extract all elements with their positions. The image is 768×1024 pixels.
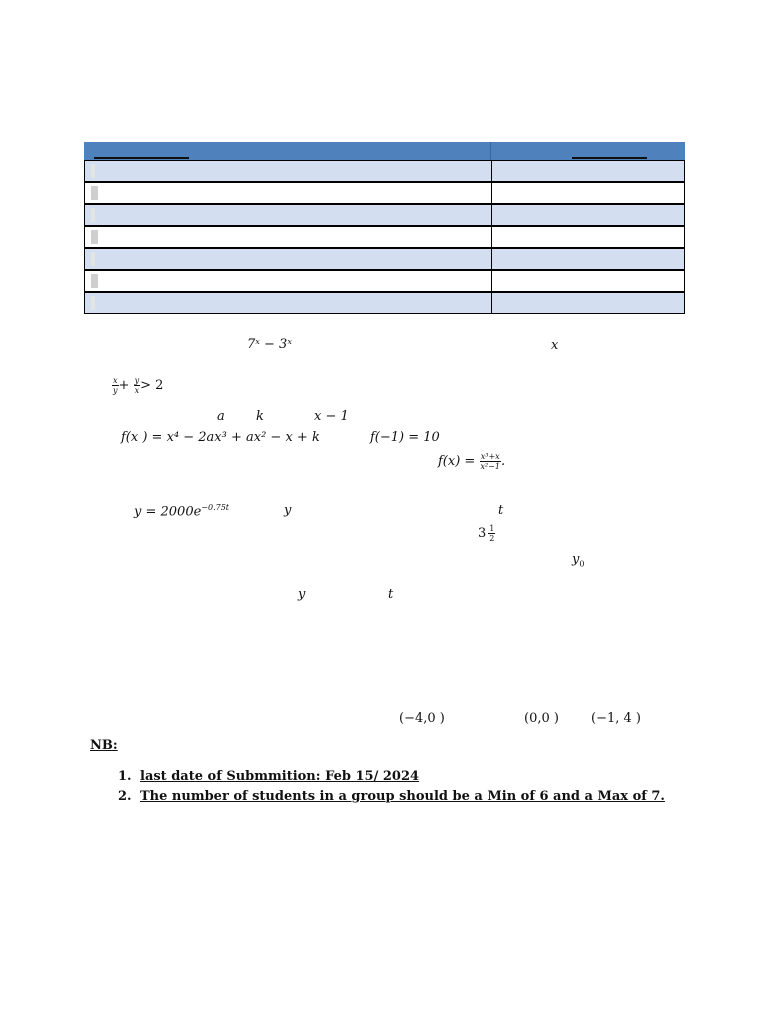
expression-7x-minus-3x: 7ˣ − 3ˣ: [247, 337, 292, 352]
row-marker: [91, 208, 95, 222]
table-row: [84, 226, 685, 248]
column-divider: [491, 226, 492, 248]
condition: f(−1) = 10: [370, 430, 440, 445]
header-underline-right: [572, 157, 647, 159]
header-column-divider: [490, 142, 491, 160]
table-row: [84, 248, 685, 270]
column-divider: [491, 248, 492, 270]
row-marker: [91, 252, 95, 266]
column-divider: [491, 204, 492, 226]
factor-x-minus-1: x − 1: [314, 409, 349, 424]
fraction-x-over-y: $\frac{x}{y}$: [113, 376, 118, 395]
table-row: [84, 160, 685, 182]
row-marker: [91, 274, 98, 288]
header-underline-left: [94, 157, 189, 159]
variable-y: y: [284, 503, 292, 518]
table-row: [84, 204, 685, 226]
notes-heading: NB:: [90, 738, 118, 753]
column-divider: [491, 292, 492, 314]
list-item: 1. last date of Submmition: Feb 15/ 2024: [118, 769, 420, 784]
column-divider: [491, 160, 492, 182]
column-divider: [491, 270, 492, 292]
variable-y: y: [298, 587, 306, 602]
rational-function: f(x) = $\frac{\text{x³+x}}{\text{x²−1}}$ .: [438, 452, 506, 471]
list-item: 2. The number of students in a group should be a Min of 6 and a Max of 7.: [118, 789, 665, 804]
row-marker: [91, 296, 95, 310]
fraction-y-over-x: $\frac{y}{x}$: [134, 376, 140, 395]
variable-t: t: [388, 587, 394, 602]
variable-y0: $y_0$: [572, 552, 585, 569]
column-divider: [491, 182, 492, 204]
point-3: (−1, 4 ): [591, 711, 641, 726]
variable-t: t: [498, 503, 504, 518]
mixed-fraction: $\frac{1}{2}$: [489, 524, 495, 543]
row-marker: [91, 186, 98, 200]
inequality: $\frac{x}{y}$ + $\frac{y}{x}$ > 2: [113, 376, 164, 395]
table-header: [84, 142, 685, 160]
variable-x: x: [551, 338, 559, 353]
row-marker: [91, 230, 98, 244]
table-row: [84, 182, 685, 204]
variable-k: k: [256, 409, 264, 424]
rational-fraction: $\frac{\text{x³+x}}{\text{x²−1}}$: [480, 452, 500, 471]
polynomial: f(x ) = x⁴ − 2ax³ + ax² − x + k: [121, 430, 320, 445]
row-marker: [91, 164, 95, 178]
table-row: [84, 292, 685, 314]
table-row: [84, 270, 685, 292]
point-1: (−4,0 ): [399, 711, 445, 726]
point-2: (0,0 ): [524, 711, 559, 726]
decay-equation: $y = 2000e^{-0.75t}$: [134, 503, 230, 520]
variable-a: a: [217, 409, 225, 424]
mixed-number: 3 $\frac{1}{2}$: [478, 524, 495, 543]
